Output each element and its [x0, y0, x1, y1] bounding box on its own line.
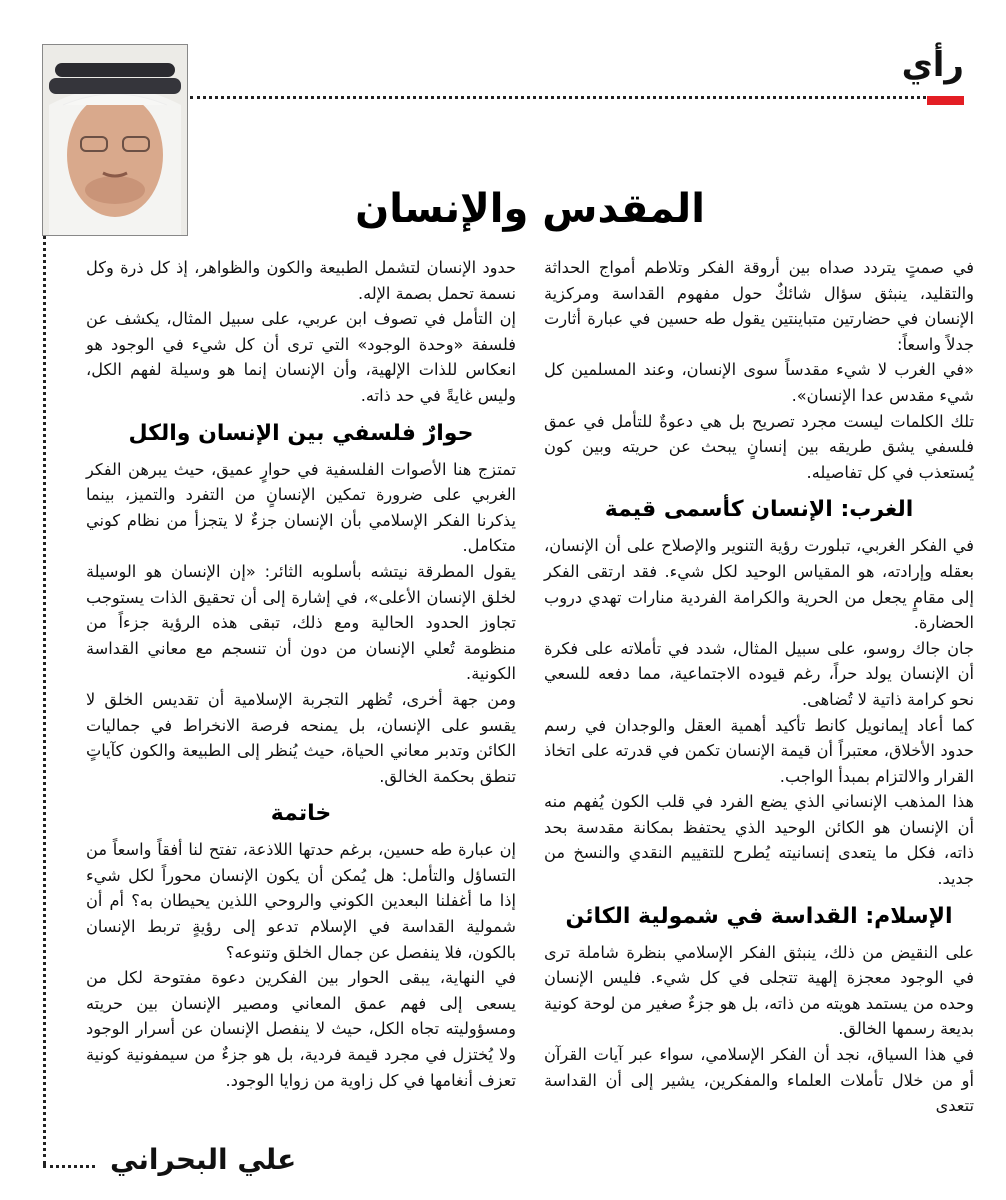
subheading-islam: الإسلام: القداسة في شمولية الكائن: [565, 903, 953, 929]
article-title: المقدس والإنسان: [355, 185, 705, 232]
author-photo: [42, 44, 188, 236]
paragraph: تلك الكلمات ليست مجرد تصريح بل هي دعوةٌ للتأمل في عمق فلسفي يشق طريقه بين إنسانٍ يبحث عن حريته وبين كون يُستعذب في كل تفاصيله.: [544, 411, 974, 482]
paragraph: كما أعاد إيمانويل كانط تأكيد أهمية العقل والوجدان في رسم حدود الأخلاق، معتبراً أن قيمة الإنسان تكمن في قدرته على اتخاذ القرار والالتزام بمبدأ الواجب.: [544, 715, 974, 786]
paragraph: حدود الإنسان لتشمل الطبيعة والكون والظواهر، إذ كل ذرة وكل نسمة تحمل بصمة الإله.: [86, 258, 516, 303]
subheading-conclusion: خاتمة: [270, 801, 332, 827]
article-column-left: [86, 255, 516, 1093]
author-portrait-icon: [43, 45, 187, 235]
paragraph: في هذا السياق، نجد أن الفكر الإسلامي، سواء عبر آيات القرآن أو من خلال تأملات العلماء والمفكرين، يشير إلى أن القداسة تتعدى: [544, 1045, 974, 1116]
opinion-section-label: رأي: [901, 45, 964, 85]
subheading-west: الغرب: الإنسان كأسمى قيمة: [604, 497, 914, 523]
left-dotted-border: [43, 235, 46, 1165]
paragraph: يقول المطرقة نيتشه بأسلوبه الثائر: «إن الإنسان هو الوسيلة لخلق الإنسان الأعلى»، في إشارة إلى أن تحقيق الذات يستوجب تجاوز الحدود الحالية ومع ذلك، تبقى هذه الرؤية جزءاً من منظومة تُعلي الإنسان من دون أن تنسجم مع معاني القداسة الكونية.: [86, 561, 516, 684]
quote-paragraph: «في الغرب لا شيء مقدساً سوى الإنسان، وعند المسلمين كل شيء مقدس عدا الإنسان».: [544, 360, 974, 405]
bottom-dotted-divider: [43, 1165, 95, 1168]
paragraph: في صمتٍ يتردد صداه بين أروقة الفكر وتلاطم أمواج الحداثة والتقليد، ينبثق سؤال شائكٌ حول مفهوم القداسة ومركزية الإنسان في حضارتين متباينتين يقول طه حسين في عبارة أثارت جدلاً واسعاً:: [544, 258, 974, 354]
subheading-dialogue: حوارٌ فلسفي بين الإنسان والكل: [128, 420, 474, 446]
paragraph: في الفكر الغربي، تبلورت رؤية التنوير والإصلاح على أن الإنسان، بعقله وإرادته، هو المقياس الوحيد لكل شيء. فقد ارتقى الفكر إلى مقامٍ يجعل من الحرية والكرامة الفردية منارات تهدي دروب الحضارة.: [544, 536, 974, 633]
paragraph: إن عبارة طه حسين، برغم حدتها اللاذعة، تفتح لنا أفقاً واسعاً من التساؤل والتأمل: هل يُمكن أن يكون الإنسان محوراً لكل شيء إذا ما أغفلنا البعدين الكوني والروحي اللذين يحيطان به؟ أم أن شمولية القداسة في الإسلام تدعو إلى رؤيةٍ تربط الإنسان بالكون، فلا ينفصل عن جمال الخلق وتنوعه؟: [86, 840, 516, 962]
article-column-right: [544, 255, 974, 1119]
paragraph: إن التأمل في تصوف ابن عربي، على سبيل المثال، يكشف عن فلسفة «وحدة الوجود» التي ترى أن كل شيء في الوجود هو انعكاس للذات الإلهية، وأن الإنسان إنما هو وسيلة لفهم الكل، وليس غايةً في حد ذاته.: [86, 309, 516, 405]
author-byline: علي البحراني: [110, 1143, 297, 1176]
paragraph: هذا المذهب الإنساني الذي يضع الفرد في قلب الكون يُفهم منه أن الإنسان هو الكائن الوحيد الذي يحتفظ بمكانة مقدسة بحد ذاته، فكل ما يتعدى إنسانيته يُطرح للتقييم النقدي والنسخ من جديد.: [544, 792, 974, 889]
top-dotted-divider: [190, 96, 926, 99]
paragraph: جان جاك روسو، على سبيل المثال، شدد في تأملاته على فكرة أن الإنسان يولد حراً، رغم قيوده الاجتماعية، مما دفعه للسعي نحو كرامة ذاتية لا تُضاهى.: [544, 638, 974, 709]
paragraph: في النهاية، يبقى الحوار بين الفكرين دعوة مفتوحة لكل من يسعى إلى فهم عمق المعاني ومصير الإنسان بين حريته ومسؤوليته تجاه الكل، حيث لا ينفصل الإنسان عن أسرار الوجود ولا يُختزل في مجرد قيمة فردية، بل هو جزءٌ من سيمفونية كونية تعزف أنغامها في كل زاوية من زوايا الوجود.: [86, 968, 516, 1090]
paragraph: ومن جهة أخرى، تُظهر التجربة الإسلامية أن تقديس الخلق لا يقسو على الإنسان، بل يمنحه فرصة الانخراط في جماليات الكائن وتدبر معاني الحياة، حيث يُنظر إلى الطبيعة والكون كآياتٍ تنطق بحكمة الخالق.: [86, 689, 516, 786]
paragraph: تمتزج هنا الأصوات الفلسفية في حوارٍ عميق، حيث يبرهن الفكر الغربي على ضرورة تمكين الإنسانٍ من التفرد والتميز، بينما يذكرنا الفكر الإسلامي بأن الإنسان جزءٌ لا يتجزأ من نظام كوني متكامل.: [86, 459, 516, 556]
section-accent-bar: [927, 96, 964, 105]
paragraph: على النقيض من ذلك، ينبثق الفكر الإسلامي بنظرة شاملة ترى في الوجود معجزة إلهية تتجلى في كل شيء. فليس الإنسان وحده من يستمد هويته من ذاته، بل هو جزءٌ صغير من لوحة كونية بديعة رسمها الخالق.: [544, 942, 974, 1039]
